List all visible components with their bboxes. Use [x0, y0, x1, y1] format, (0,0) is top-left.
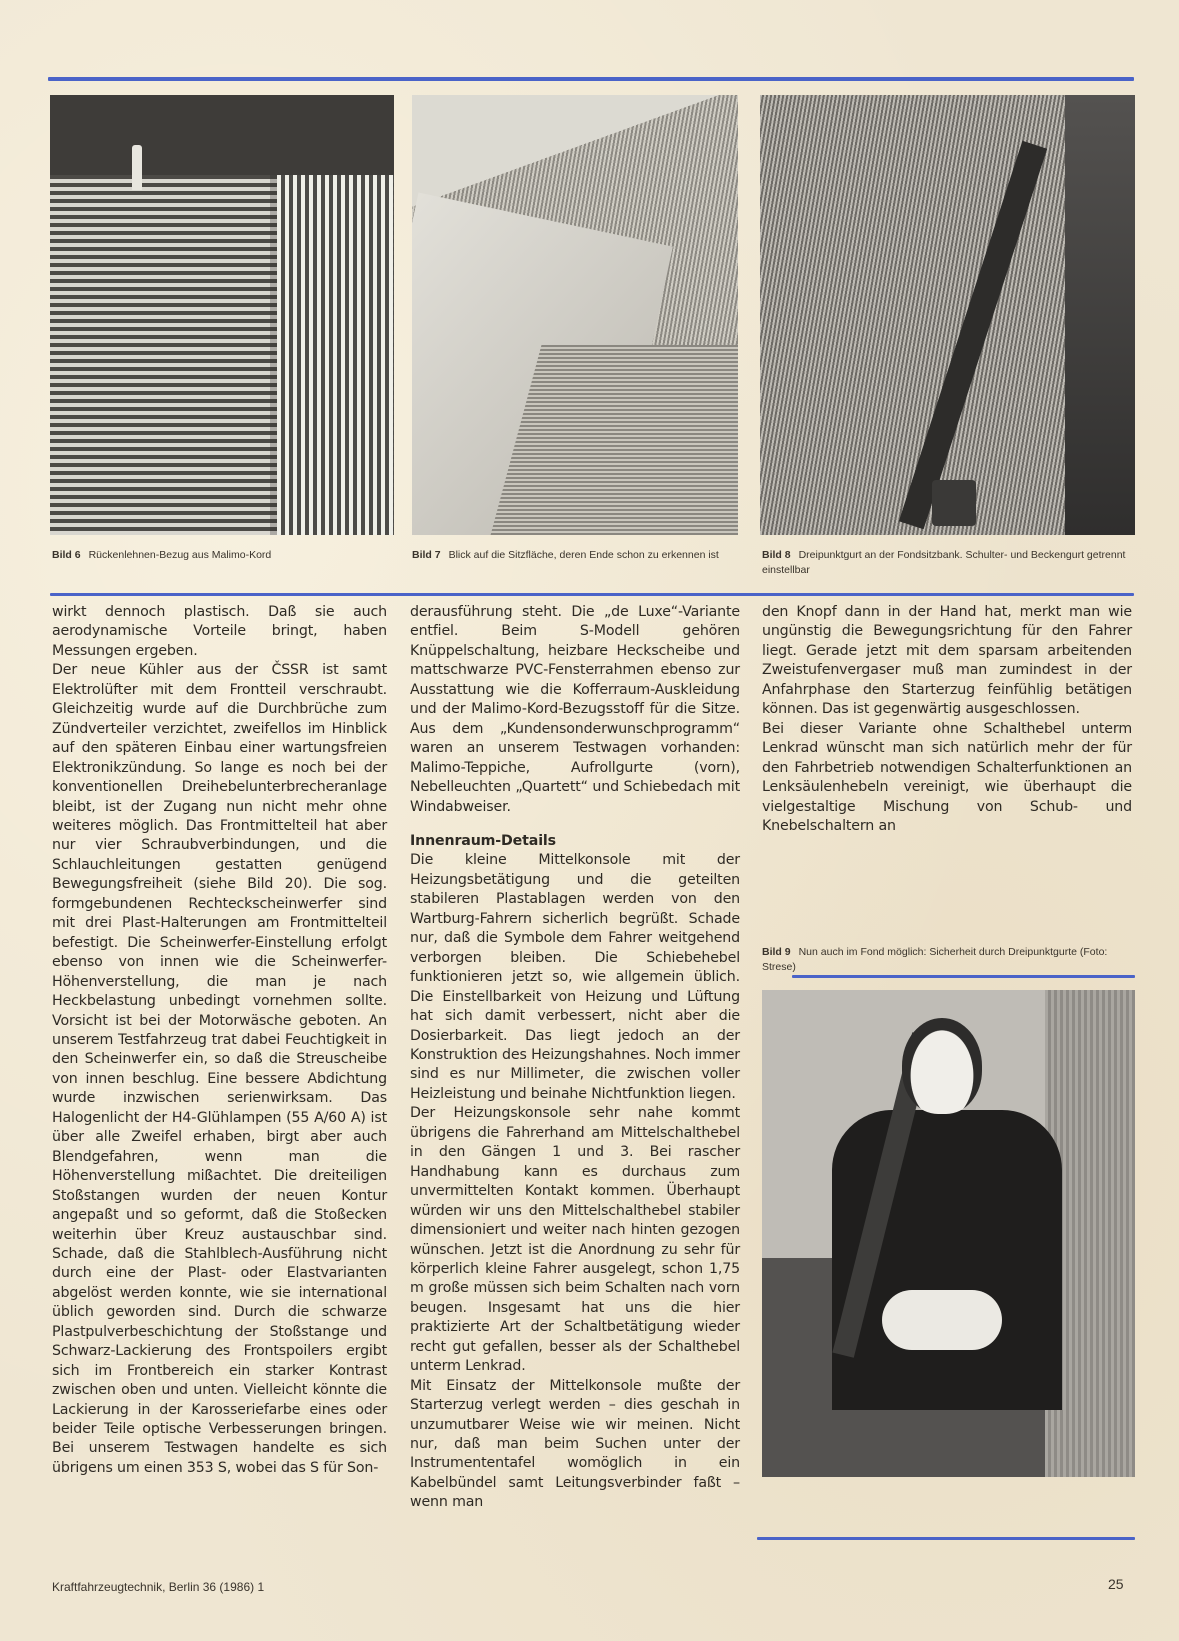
paragraph: Die kleine Mittelkonsole mit der Heizungsbetätigung und die geteilten stabileren Plastablagen werden von den Wartburg-Fahrern sicherlich begrüßt. Schade nur, daß die Symbole dem Fahrer weitgehend verborgen bleiben. Die Schiebehebel funktionieren jetzt so, wie allgemein üblich. Die Einstellbarkeit von Heizung und Lüftung hat sich damit verbessert, nicht aber die Dosierbarkeit. Das liegt jedoch an der Konstruktion des Heizungshahnes. Noch immer sind es nur Millimeter, die zwischen voller Heizleistung und beinahe Nichtfunktion liegen. [410, 852, 740, 1102]
article-column-3 [762, 603, 1132, 836]
caption-bild-7 [412, 548, 738, 563]
page-number: 25 [1108, 1576, 1124, 1592]
top-rule [48, 77, 1134, 81]
footer-source: Kraftfahrzeugtechnik, Berlin 36 (1986) 1 [52, 1580, 265, 1594]
caption-text: Blick auf die Sitzfläche, deren Ende schon zu erkennen ist [448, 549, 719, 561]
article-column-1 [52, 603, 387, 1478]
caption-label: Bild 7 [412, 549, 441, 561]
caption-label: Bild 9 [762, 946, 791, 958]
child-face [902, 1018, 982, 1114]
caption-label: Bild 8 [762, 549, 791, 561]
seatbelt-buckle [932, 480, 976, 526]
caption-text: Nun auch im Fond möglich: Sicherheit durch Dreipunktgurte (Foto: Strese) [762, 946, 1108, 973]
caption-bild-9 [762, 945, 1134, 975]
child-hands [882, 1290, 1002, 1350]
photo-bild-9 [762, 990, 1135, 1477]
paragraph: derausführung steht. Die „de Luxe“-Variante entfiel. Beim S-Modell gehören Knüppelschaltung, heizbare Heckscheibe und mattschwarze PVC-Fensterrahmen ebenso zur Ausstattung wie die Kofferraum-Auskleidung und der Malimo-Kord-Bezugsstoff für die Sitze. Aus dem „Kundensonderwunschprogramm“ waren an unserem Testwagen vorhanden: Malimo-Teppiche, Aufrollgurte (vorn), Nebelleuchten „Quartett“ und Schiebedach mit Windabweiser. [410, 604, 740, 815]
headrest-post [132, 145, 142, 190]
article-column-2 [410, 603, 740, 1513]
caption-label: Bild 6 [52, 549, 81, 561]
paragraph: Bei dieser Variante ohne Schalthebel unterm Lenkrad wünscht man sich natürlich mehr der für den Fahrbetrieb notwendigen Schalterfunktionen an Lenksäulenhebeln vereinigt, wie überhaupt die vielgestaltige Mischung von Schub- und Knebelschaltern an [762, 720, 1132, 834]
caption-text: Dreipunktgurt an der Fondsitzbank. Schulter- und Beckengurt getrennt einstellbar [762, 549, 1126, 576]
section-heading: Innenraum-Details [410, 832, 556, 849]
photo-background [50, 95, 394, 175]
paragraph: Der Heizungskonsole sehr nahe kommt übrigens die Fahrerhand am Mittelschalthebel in den Gängen 1 und 3. Bei rascher Handhabung kann es durchaus zum unvermittelten Kontakt kommen. Überhaupt würden wir uns den Mittelschalthebel stabiler dimensioniert und weiter nach hinten gezogen wünschen. Jetzt ist die Anordnung zu sehr für körperlich kleine Fahrer ausgelegt, schon 1,75 m große müssen sich beim Schalten nach vorn beugen. Insgesamt hat uns die hier praktizierte Art der Schaltbetätigung wieder recht gut gefallen, besser als der Schalthebel unterm Lenkrad. [410, 1105, 740, 1375]
door-shadow [1065, 95, 1135, 535]
photo-bild-6 [50, 95, 394, 535]
paragraph: Der neue Kühler aus der ČSSR ist samt Elektrolüfter mit dem Frontteil verschraubt. Gleichzeitig wurde auf die Durchbrüche zum Zündverteiler verzichtet, zweifellos im Hinblick auf den späteren Einbau einer wartungsfreien Elektronikzündung. So lange es noch bei der konventionellen Dreihebelunterbrecheranlage bleibt, ist der Zugang nun nicht mehr ohne weiteres möglich. Das Frontmittelteil hat aber nur vier Schraubverbindungen, und die Schlauchleitungen gestatten genügend Bewegungsfreiheit (siehe Bild 20). Die sog. formgebundenen Rechteckscheinwerfer sind mit drei Plast-Halterungen am Frontmittelteil befestigt. Die Scheinwerfer-Einstellung erfolgt ebenso von innen wie die Scheinwerfer-Höhenverstellung, die man je nach Heckbelastung unbedingt vornehmen sollte. Vorsicht ist bei der Motorwäsche geboten. An unserem Testfahrzeug trat dabei Feuchtigkeit in den Scheinwerfer ein, so daß die Streuscheibe von innen beschlug. Eine bessere Abdichtung wurde inzwischen serienwirksam. Das Halogenlicht der H4-Glühlampen (55 A/60 A) ist über alle Zweifel erhaben, birgt aber auch Blendgefahren, wenn man die Höhenverstellung mißachtet. Die dreiteiligen Stoßstangen wurden der neuen Kontur angepaßt und so geformt, daß die Stoßecken weiterhin über Kreuz austauschbar sind. Schade, daß die Stahlblech-Ausführung nicht durch eine der Plast- oder Elastvarianten abgelöst werden konnte, wie sie international üblich geworden sind. Durch die schwarze Plastpulverbeschichtung der Stoßstange und Schwarz-Lackierung des Frontspoilers ergibt sich im Frontbereich ein starker Kontrast zwischen oben und unten. Vielleicht könnte die Lackierung in der Karosseriefarbe eines oder beider Teile optische Verbesserungen bringen. Bei unserem Testwagen handelte es sich übrigens um einen 353 S, wobei das S für Son- [52, 662, 387, 1476]
seatbelt-strap [899, 141, 1047, 529]
caption-bild-8 [762, 548, 1134, 578]
bottom-rule [757, 1537, 1135, 1540]
photo-bild-8 [760, 95, 1135, 535]
paragraph: wirkt dennoch plastisch. Daß sie auch aerodynamische Vorteile bringt, haben Messungen ergeben. [52, 604, 387, 659]
photo-bild-7 [412, 95, 738, 535]
figure-rule [792, 975, 1135, 978]
section-rule [50, 593, 1134, 596]
caption-text: Rückenlehnen-Bezug aus Malimo-Kord [88, 549, 272, 561]
paragraph: den Knopf dann in der Hand hat, merkt man wie ungünstig die Bewegungsrichtung für den Fahrer liegt. Gerade jetzt mit dem sparsam arbeitenden Zweistufenvergaser muß man zumindest in der Anfahrphase den Starterzug feinfühlig betätigen können. Das ist gegenwärtig ausgeschlossen. [762, 604, 1132, 718]
caption-bild-6 [52, 548, 392, 563]
paragraph: Mit Einsatz der Mittelkonsole mußte der Starterzug verlegt werden – dies geschah in unzumutbarer Weise wie wir meinen. Nicht nur, daß man beim Suchen unter der Instrumententafel womöglich in ein Kabelbündel samt Leitungsverbinder faßt – wenn man [410, 1377, 740, 1511]
